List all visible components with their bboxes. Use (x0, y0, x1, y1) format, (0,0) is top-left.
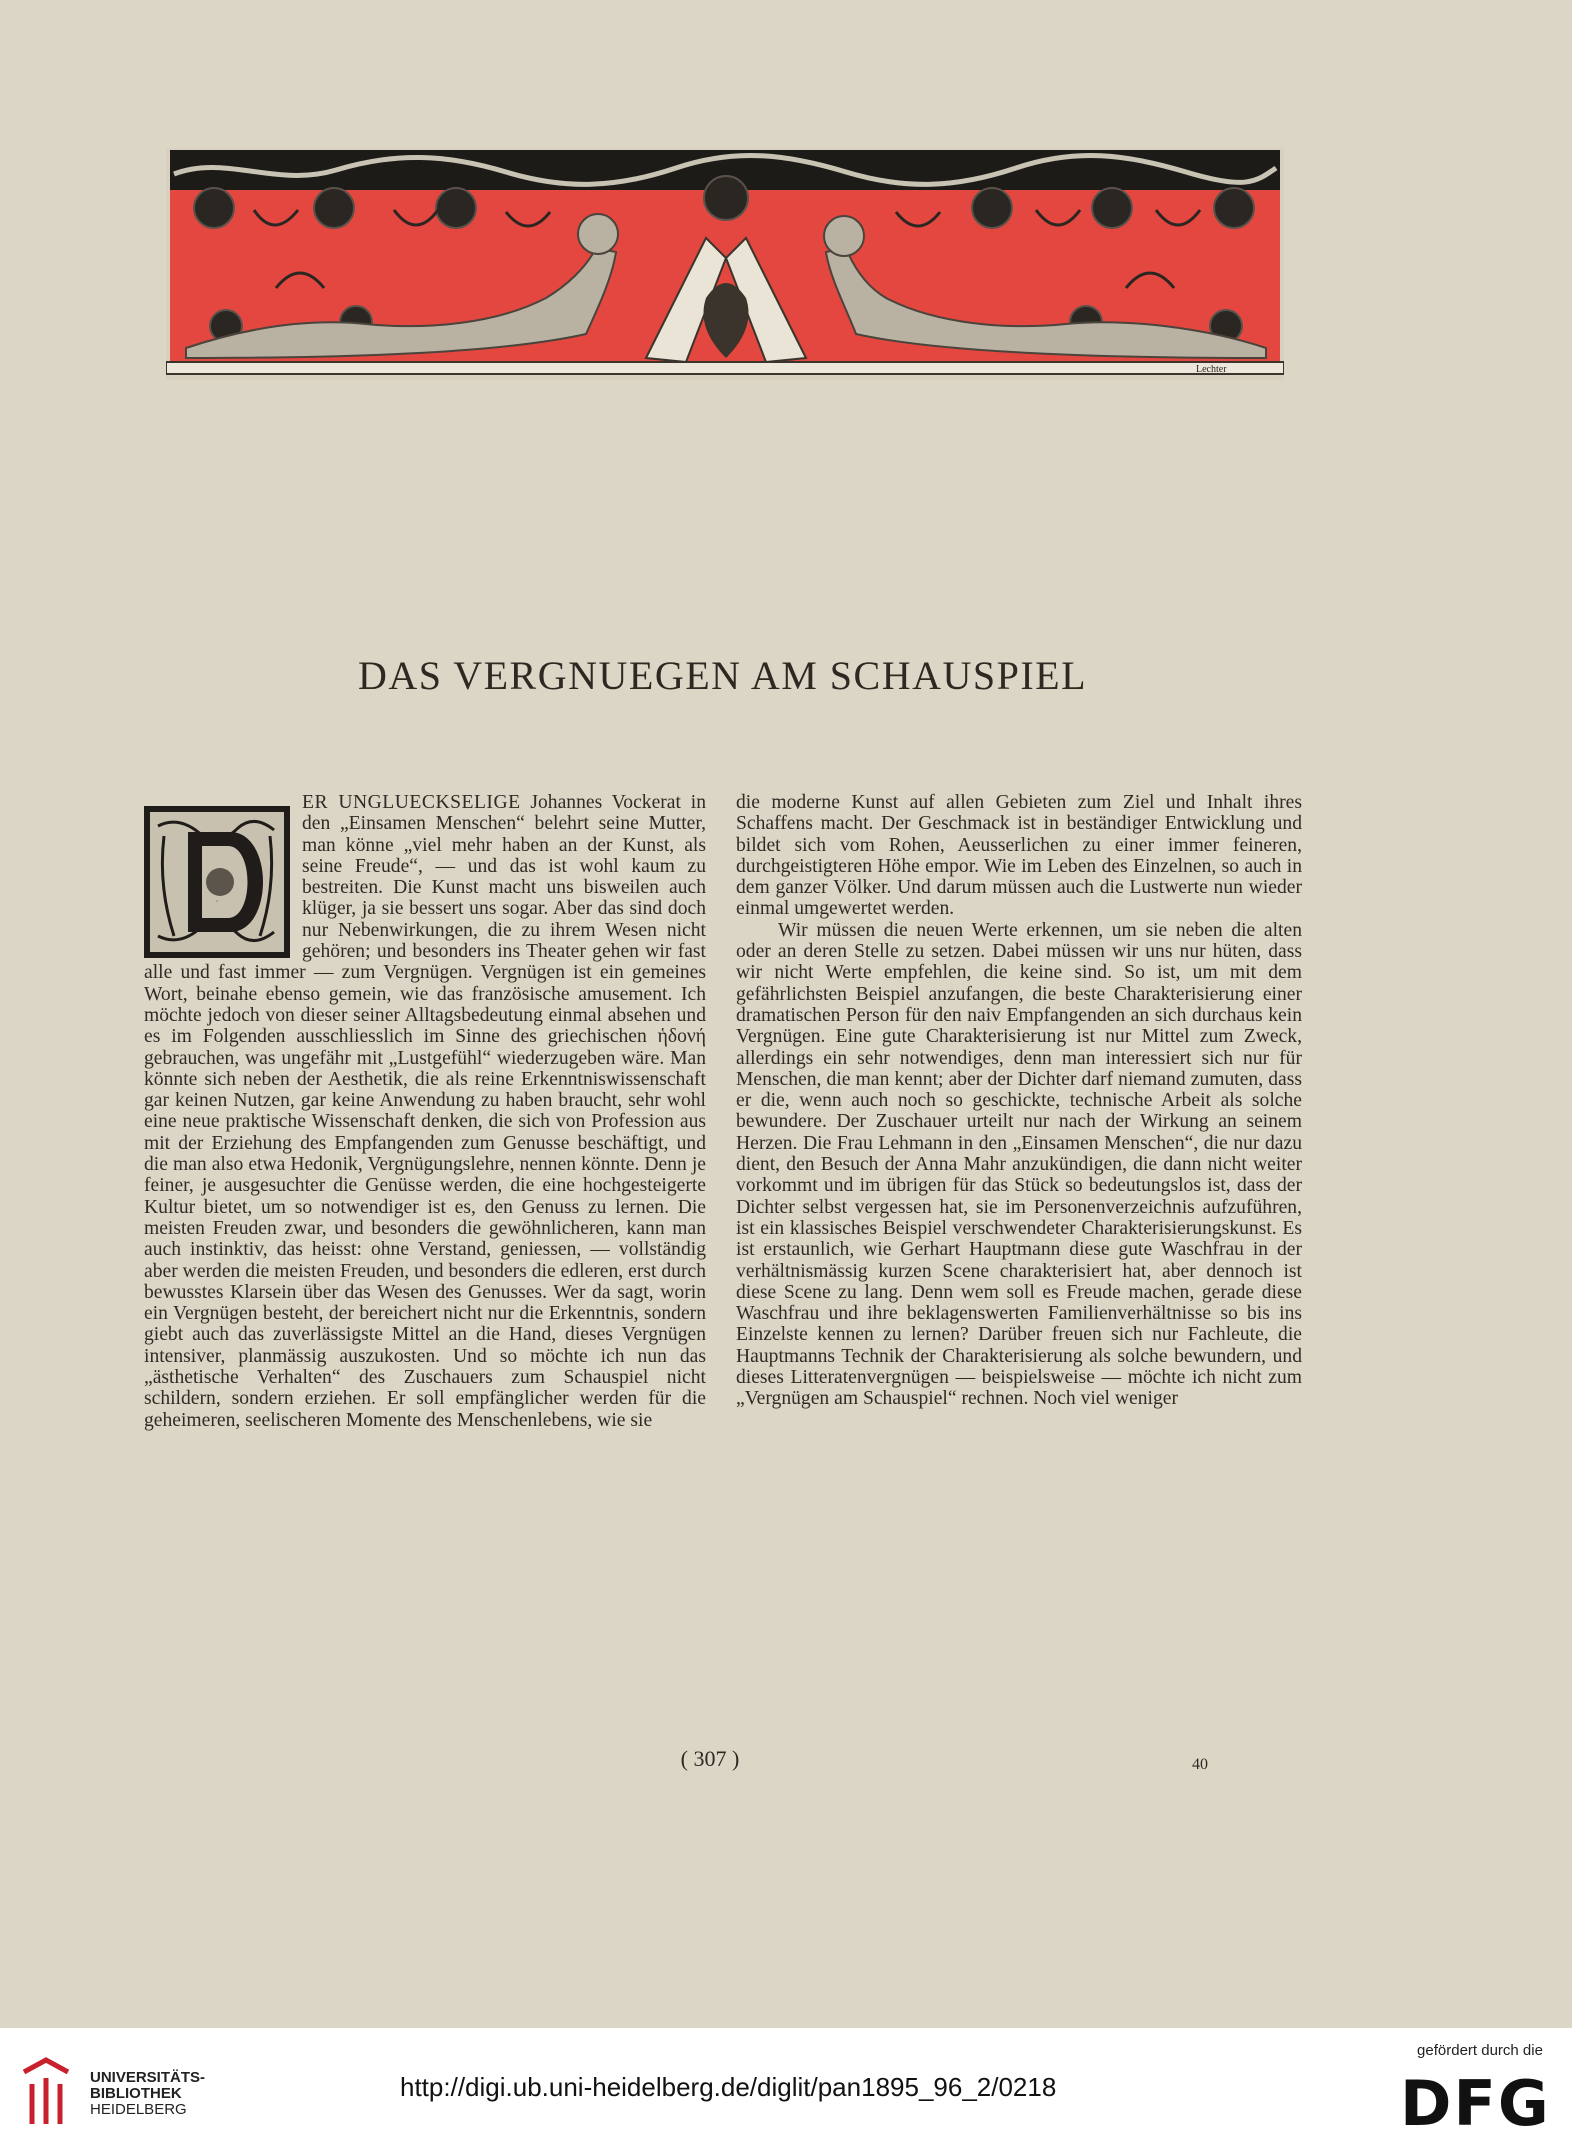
drop-cap (144, 806, 290, 958)
right-paragraph-1: die moderne Kunst auf allen Gebieten zum Ziel und Inhalt ihres Schaffens macht. Der Geschmack ist in beständiger Entwicklung und bildet sich vom Rohen, Aeusserlichen zu einer immer feineren, durchgeistigteren Höhe empor. Wie im Leben des Einzelnen, so auch in dem ganzer Völker. Und darum müssen auch die Lustwerte nun wieder einmal umgewertet werden. (736, 792, 1302, 920)
institution-line-2: BIBLIOTHEK (90, 2085, 182, 2102)
lead-caps: ER UNGLUECKSELIGE (302, 792, 521, 813)
viewer-footer (0, 2028, 1572, 2146)
institution-line-3: HEIDELBERG (90, 2101, 187, 2118)
drop-cap-letter: D (216, 901, 218, 903)
signature-mark: 40 (1192, 1756, 1208, 1773)
left-column-text: Johannes Vockerat in den „Einsamen Menschen“ belehrt seine Mutter, man könne „viel mehr haben an der Kunst, als seine Freude“, — und das ist wohl kaum zu bestreiten. Die Kunst macht uns bisweilen auch klüger, ja sie bessert uns sogar. Aber das sind doch nur Nebenwirkungen, die zu ihrem Wesen nicht gehören; und besonders ins Theater gehen wir fast alle und fast immer — zum Vergnügen. Vergnügen ist ein gemeines Wort, beinahe ebenso gemein, wie das französische amusement. Ich möchte jedoch von dieser seiner Alltagsbedeutung einmal absehen und es im Folgenden ausschliesslich im Sinne des griechischen ἡδονή gebrauchen, was ungefähr mit „Lustgefühl“ wiederzugeben wäre. Man könnte sich neben der Aesthetik, die als reine Erkenntniswissenschaft gar keinen Nutzen, gar keine Anwendung zu haben braucht, sehr wohl eine neue praktische Wissenschaft denken, die sich von Profession aus mit der Erziehung des Empfangenden zum Genusse beschäftigt, und die man also etwa Hedonik, Vergnügungslehre, nennen könnte. Denn je feiner, je ausgesuchter die Genüsse werden, die eine hochgesteigerte Kultur bietet, um so notwendiger ist es, den Genuss zu lernen. Die meisten Freuden zwar, und besonders die gewöhnlicheren, kann man auch instinktiv, das heisst: ohne Verstand, geniessen, — vollständig aber werden die meisten Freuden, und besonders die edleren, erst durch bewusstes Klarsein über das Wesen des Genusses. Wer da sagt, worin ein Vergnügen besteht, der bereichert nicht nur die Erkenntnis, sondern giebt auch das zuverlässigste Mittel an die Hand, dieses Vergnügen intensiver, planmässig auszukosten. Und so möchte ich nun das „ästhetische Verhalten“ des Zuschauers zum Schauspiel nicht schildern, sondern erziehen. Er soll empfänglicher werden für die geheimeren, seelischeren Momente des Menschenlebens, wie sie (144, 792, 706, 1431)
university-library-logo-icon (14, 2054, 78, 2130)
decorative-banner (166, 148, 1284, 380)
dfg-logo: DFG (1400, 2067, 1551, 2140)
funding-note: gefördert durch die (1417, 2042, 1543, 2059)
drop-cap-illustration (144, 806, 290, 958)
right-column (736, 792, 1302, 1410)
permalink-url[interactable]: http://digi.ub.uni-heidelberg.de/diglit/pan1895_96_2/0218 (400, 2072, 1057, 2102)
page-number: ( 307 ) (680, 1746, 740, 1771)
article-title: DAS VERGNUEGEN AM SCHAUSPIEL (357, 653, 1088, 698)
left-column (144, 792, 706, 1431)
banner-illustration (166, 148, 1284, 380)
institution-line-1: UNIVERSITÄTS- (90, 2069, 206, 2086)
right-paragraph-2: Wir müssen die neuen Werte erkennen, um sie neben die alten oder an deren Stelle zu setzen. Dabei müssen wir uns nur hüten, dass wir nicht Werte empfehlen, die keine sind. So ist, um mit dem gefährlichsten Beispiel anzufangen, die beste Charakterisierung einer dramatischen Person für den naiv Empfangenden an sich durchaus kein Vergnügen. Eine gute Charakterisierung ist nur Mittel zum Zweck, allerdings ein sehr notwendiges, denn man interessiert sich nur für Menschen, die man kennt; aber der Dichter darf niemand zumuten, dass er die, wenn auch noch so geschickte, technische Arbeit als solche bewundere. Der Zuschauer urteilt nur nach der Wirkung an seinem Herzen. Die Frau Lehmann in den „Einsamen Menschen“, die nur dazu dient, den Besuch der Anna Mahr anzukündigen, die dann nicht weiter vorkommt und im übrigen für das Stück so bedeutungslos ist, dass der Dichter selbst vergessen hat, sie im Personenverzeichnis aufzuführen, ist ein klassisches Beispiel verschwendeter Charakterisierungskunst. Es ist erstaunlich, wie Gerhart Hauptmann diese gute Waschfrau in der verhältnismässig kurzen Scene charakterisiert hat, aber dennoch ist diese Scene zu lang. Denn wem soll es Freude machen, gerade diese Waschfrau und ihre beklagenswerten Familienverhältnisse so bis ins Einzelste kennen zu lernen? Darüber freuen sich nur Fachleute, die Hauptmanns Technik der Charakterisierung als solche bewundern, und dieses Litteratenvergnügen — beispielsweise — möchte ich nicht zum „Vergnügen am Schauspiel“ rechnen. Noch viel weniger (736, 919, 1302, 1410)
institution-name (90, 2070, 205, 2118)
banner-signature: Lechter (1196, 364, 1227, 375)
